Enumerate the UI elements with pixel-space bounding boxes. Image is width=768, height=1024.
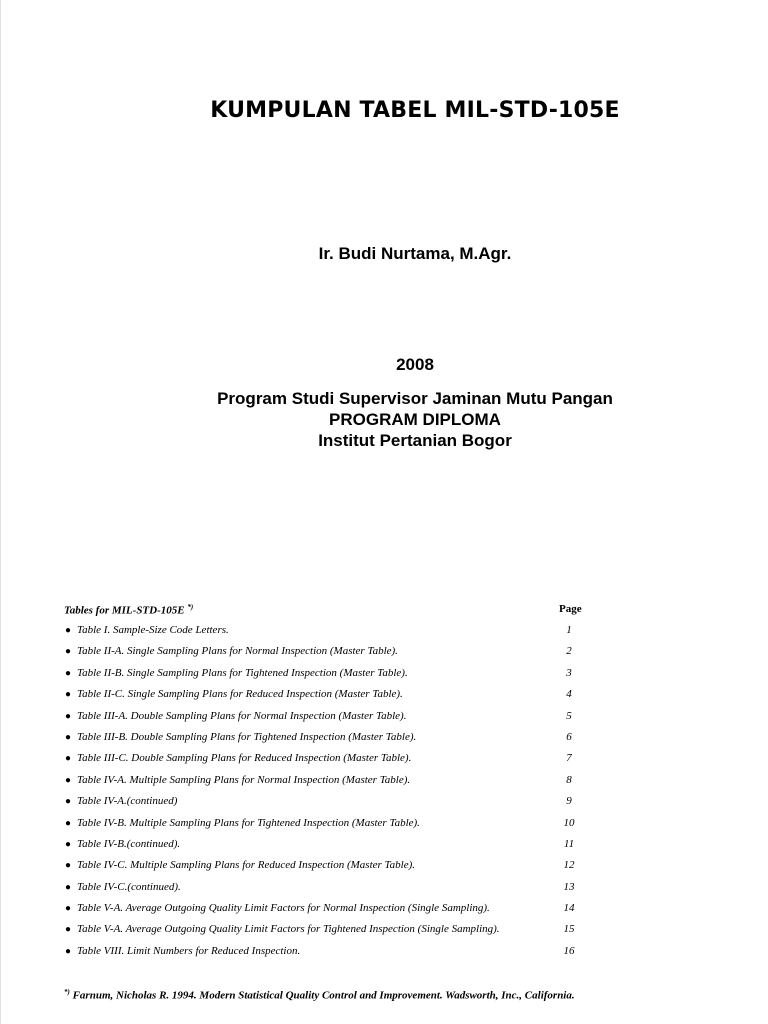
toc-item-page: 2 (566, 645, 572, 658)
toc-item (64, 710, 624, 731)
toc-item-label: Table IV-B. Multiple Sampling Plans for Tightened Inspection (Master Table). (77, 816, 420, 829)
toc-item-label: Table II-A. Single Sampling Plans for Normal Inspection (Master Table). (77, 645, 398, 658)
toc-item-label: Table III-C. Double Sampling Plans for Reduced Inspection (Master Table). (77, 752, 412, 765)
toc-item (64, 688, 624, 709)
institution-block (1, 388, 768, 451)
bullet-icon: ● (65, 903, 72, 915)
bullet-icon: ● (65, 945, 72, 957)
toc-item-page: 6 (566, 730, 572, 743)
toc-item-page: 14 (563, 902, 575, 915)
toc-item (64, 902, 624, 923)
toc-item (64, 624, 624, 645)
toc-item-label: Table IV-C.(continued). (77, 880, 181, 893)
footnote-mark: *) (64, 988, 70, 996)
bullet-icon: ● (65, 710, 72, 722)
table-of-contents (64, 603, 624, 966)
toc-item-page: 3 (566, 666, 572, 679)
toc-heading (64, 603, 193, 617)
toc-item-label: Table IV-A. Multiple Sampling Plans for Normal Inspection (Master Table). (77, 773, 411, 786)
bullet-icon: ● (65, 838, 72, 850)
toc-item-page: 12 (563, 859, 575, 872)
bullet-icon: ● (65, 774, 72, 786)
toc-item-label: Table II-C. Single Sampling Plans for Reduced Inspection (Master Table). (77, 688, 403, 701)
publication-year: 2008 (396, 355, 434, 374)
bullet-icon: ● (65, 924, 72, 936)
toc-item-label: Table V-A. Average Outgoing Quality Limit Factors for Tightened Inspection (Single Sampling). (77, 923, 500, 936)
toc-item (64, 752, 624, 773)
toc-item (64, 859, 624, 880)
toc-item-label: Table IV-B.(continued). (77, 837, 181, 850)
bullet-icon: ● (65, 731, 72, 743)
toc-heading-footnote-mark: *) (187, 603, 194, 611)
bullet-icon: ● (65, 881, 72, 893)
bullet-icon: ● (65, 753, 72, 765)
toc-item (64, 881, 624, 902)
bullet-icon: ● (65, 625, 72, 636)
toc-item-label: Table I. Sample-Size Code Letters. (77, 624, 229, 636)
toc-item-label: Table III-B. Double Sampling Plans for Tightened Inspection (Master Table). (77, 730, 417, 743)
bullet-icon: ● (65, 860, 72, 872)
toc-item (64, 645, 624, 666)
toc-item-label: Table II-B. Single Sampling Plans for Tightened Inspection (Master Table). (77, 666, 408, 679)
institution-name: Institut Pertanian Bogor (318, 431, 512, 450)
toc-item-page: 16 (563, 944, 575, 957)
toc-item-label: Table V-A. Average Outgoing Quality Limit Factors for Normal Inspection (Single Sampling). (77, 902, 490, 915)
bullet-icon: ● (65, 667, 72, 679)
toc-item-page: 10 (563, 816, 575, 829)
toc-item-page: 7 (566, 752, 572, 765)
toc-item-page: 5 (566, 709, 572, 722)
toc-item-label: Table VIII. Limit Numbers for Reduced Inspection. (77, 944, 301, 957)
footnote-text: Farnum, Nicholas R. 1994. Modern Statistical Quality Control and Improvement. Wadsworth, Inc., California. (72, 989, 575, 1002)
toc-item (64, 817, 624, 838)
toc-header (64, 603, 624, 624)
bullet-icon: ● (65, 689, 72, 701)
toc-item (64, 945, 624, 966)
bullet-icon: ● (65, 646, 72, 658)
toc-item (64, 731, 624, 752)
toc-item-page: 8 (566, 773, 572, 786)
document-title: KUMPULAN TABEL MIL-STD-105E (210, 98, 620, 123)
bullet-icon: ● (65, 817, 72, 829)
toc-item-page: 4 (566, 688, 572, 701)
toc-item-page: 13 (563, 880, 575, 893)
toc-item-label: Table IV-A.(continued) (77, 795, 178, 808)
toc-page-heading: Page (559, 603, 582, 615)
bullet-icon: ● (65, 796, 72, 808)
footnote (64, 988, 575, 1002)
toc-item-label: Table IV-C. Multiple Sampling Plans for Reduced Inspection (Master Table). (77, 859, 416, 872)
toc-item (64, 923, 624, 944)
toc-item-page: 11 (563, 837, 575, 850)
toc-item (64, 774, 624, 795)
toc-item (64, 667, 624, 688)
toc-item-page: 15 (563, 923, 575, 936)
toc-item-page: 9 (566, 795, 572, 808)
program-level: PROGRAM DIPLOMA (329, 410, 501, 429)
author-name: Ir. Budi Nurtama, M.Agr. (318, 244, 512, 263)
toc-heading-text: Tables for MIL-STD-105E (64, 604, 185, 617)
toc-item (64, 838, 624, 859)
toc-item-label: Table III-A. Double Sampling Plans for Normal Inspection (Master Table). (77, 709, 407, 722)
toc-list (64, 624, 624, 966)
toc-item (64, 795, 624, 816)
toc-item-page: 1 (566, 624, 572, 636)
program-name: Program Studi Supervisor Jaminan Mutu Pangan (217, 389, 613, 408)
